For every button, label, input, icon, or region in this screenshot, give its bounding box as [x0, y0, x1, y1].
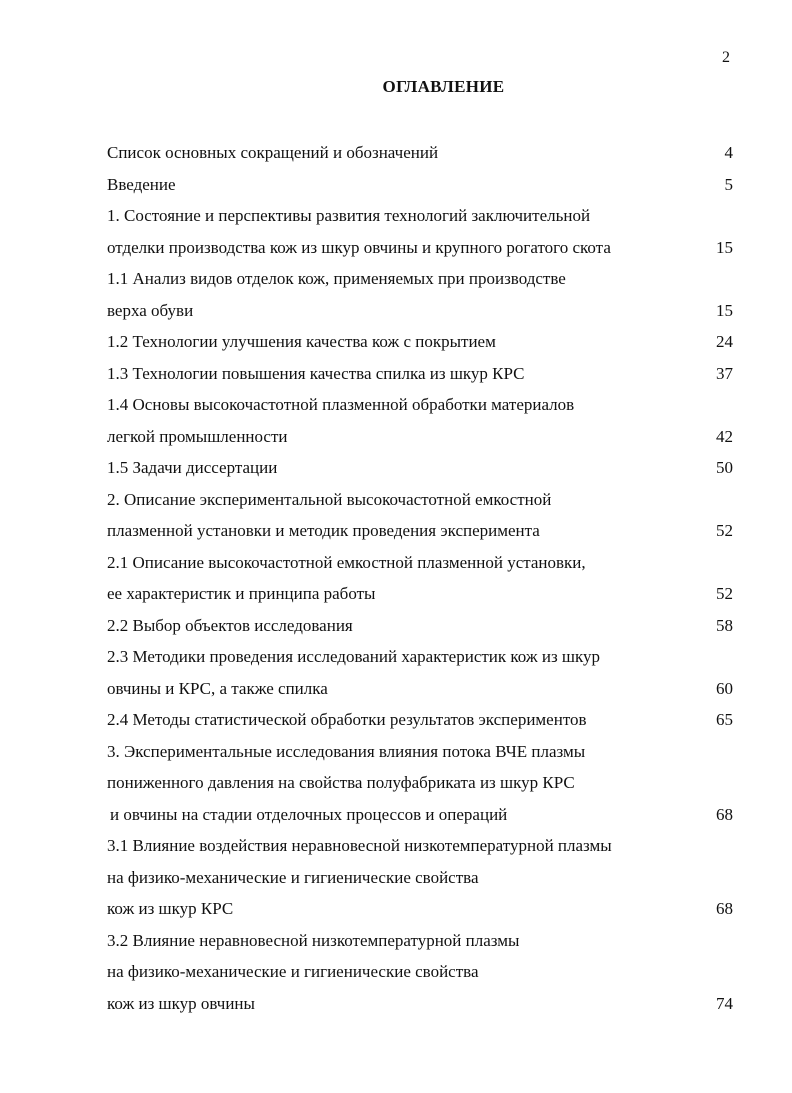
- page-number: 2: [722, 49, 730, 66]
- toc-entry-page: 37: [716, 363, 733, 383]
- toc-entry-text: овчины и КРС, а также спилка: [107, 678, 328, 698]
- toc-entry-text: легкой промышленности: [107, 426, 288, 446]
- toc-entry-page: 42: [716, 426, 733, 446]
- toc-entry-page: 4: [724, 143, 733, 162]
- toc-entry: [107, 799, 733, 831]
- toc-entry: [107, 830, 733, 862]
- toc-entry-text: 1. Состояние и перспективы развития технологий заключительной: [107, 206, 591, 225]
- toc-entry: [107, 452, 733, 484]
- toc-entry-page: 74: [716, 993, 733, 1013]
- toc-entry-text: 3. Экспериментальные исследования влияния потока ВЧЕ плазмы: [107, 741, 586, 761]
- toc-entry: [107, 956, 733, 988]
- toc-entry: [107, 893, 733, 925]
- toc-entry: [107, 358, 733, 390]
- toc-entry-text: 2.3 Методики проведения исследований характеристик кож из шкур: [107, 647, 601, 666]
- page-title: ОГЛАВЛЕНИЕ: [382, 77, 505, 96]
- toc-entry: [107, 515, 733, 547]
- toc-entry-page: 58: [716, 615, 733, 635]
- toc-entry-page: 15: [716, 300, 733, 320]
- toc-entry-text: пониженного давления на свойства полуфабриката из шкур КРС: [107, 773, 575, 792]
- toc-entry: [107, 295, 733, 327]
- toc-entry: [107, 673, 733, 705]
- toc-entry-text: 1.5 Задачи диссертации: [107, 458, 278, 477]
- toc-entry: [107, 169, 733, 201]
- toc-entry: [107, 421, 733, 453]
- toc-entry-text: на физико-механические и гигиенические свойства: [107, 962, 479, 981]
- toc-entry-page: 52: [716, 584, 733, 603]
- toc-entry-page: 68: [716, 804, 733, 824]
- toc-entry-text: Список основных сокращений и обозначений: [107, 143, 439, 162]
- toc-entry-text: плазменной установки и методик проведения эксперимента: [107, 521, 540, 540]
- toc-entry: [107, 862, 733, 894]
- toc-entry-text: 1.3 Технологии повышения качества спилка из шкур КРС: [107, 363, 525, 383]
- toc-entry-text: отделки производства кож из шкур овчины и крупного рогатого скота: [107, 237, 611, 257]
- toc-entry: [107, 232, 733, 264]
- toc-entry: [107, 767, 733, 799]
- toc-entry: [107, 641, 733, 673]
- toc-entry-text: 2.1 Описание высокочастотной емкостной плазменной установки,: [107, 552, 586, 572]
- toc-entry: [107, 988, 733, 1020]
- toc-entry-text: на физико-механические и гигиенические свойства: [107, 867, 479, 887]
- toc-entry: [107, 610, 733, 642]
- toc-entry: [107, 263, 733, 295]
- toc-entry-page: 5: [724, 174, 733, 194]
- toc-entry: [107, 736, 733, 768]
- toc-entry-text: 3.1 Влияние воздействия неравновесной низкотемпературной плазмы: [107, 836, 612, 855]
- toc-entry-text: 2.2 Выбор объектов исследования: [107, 615, 353, 635]
- toc-entry: [107, 326, 733, 358]
- toc-entry: [107, 578, 733, 610]
- table-of-contents: [107, 137, 733, 1019]
- toc-entry: [107, 925, 733, 957]
- toc-entry-text: 2. Описание экспериментальной высокочастотной емкостной: [107, 489, 552, 509]
- toc-entry-page: 15: [716, 237, 733, 257]
- toc-entry-text: 1.1 Анализ видов отделок кож, применяемых при производстве: [107, 269, 566, 288]
- toc-entry-text: 3.2 Влияние неравновесной низкотемпературной плазмы: [107, 930, 520, 950]
- toc-entry-text: 1.4 Основы высокочастотной плазменной обработки материалов: [107, 395, 575, 414]
- toc-entry-text: кож из шкур КРС: [107, 899, 234, 918]
- toc-entry-text: ее характеристик и принципа работы: [107, 584, 376, 603]
- toc-entry-page: 65: [716, 710, 733, 729]
- toc-entry-text: 1.2 Технологии улучшения качества кож с покрытием: [107, 332, 496, 351]
- toc-entry: [107, 547, 733, 579]
- toc-entry-page: 24: [716, 332, 733, 351]
- toc-entry-page: 50: [716, 458, 733, 477]
- toc-entry: [107, 200, 733, 232]
- toc-entry: [107, 484, 733, 516]
- toc-entry-text: 2.4 Методы статистической обработки результатов экспериментов: [107, 710, 587, 729]
- toc-entry: [107, 704, 733, 736]
- toc-entry-text: и овчины на стадии отделочных процессов и операций: [110, 804, 508, 824]
- toc-entry-text: кож из шкур овчины: [107, 993, 255, 1013]
- toc-entry-text: Введение: [107, 174, 176, 194]
- toc-entry: [107, 137, 733, 169]
- toc-entry-text: верха обуви: [107, 300, 194, 320]
- toc-entry-page: 52: [716, 521, 733, 540]
- toc-entry-page: 68: [716, 899, 733, 918]
- toc-entry: [107, 389, 733, 421]
- toc-entry-page: 60: [716, 678, 733, 698]
